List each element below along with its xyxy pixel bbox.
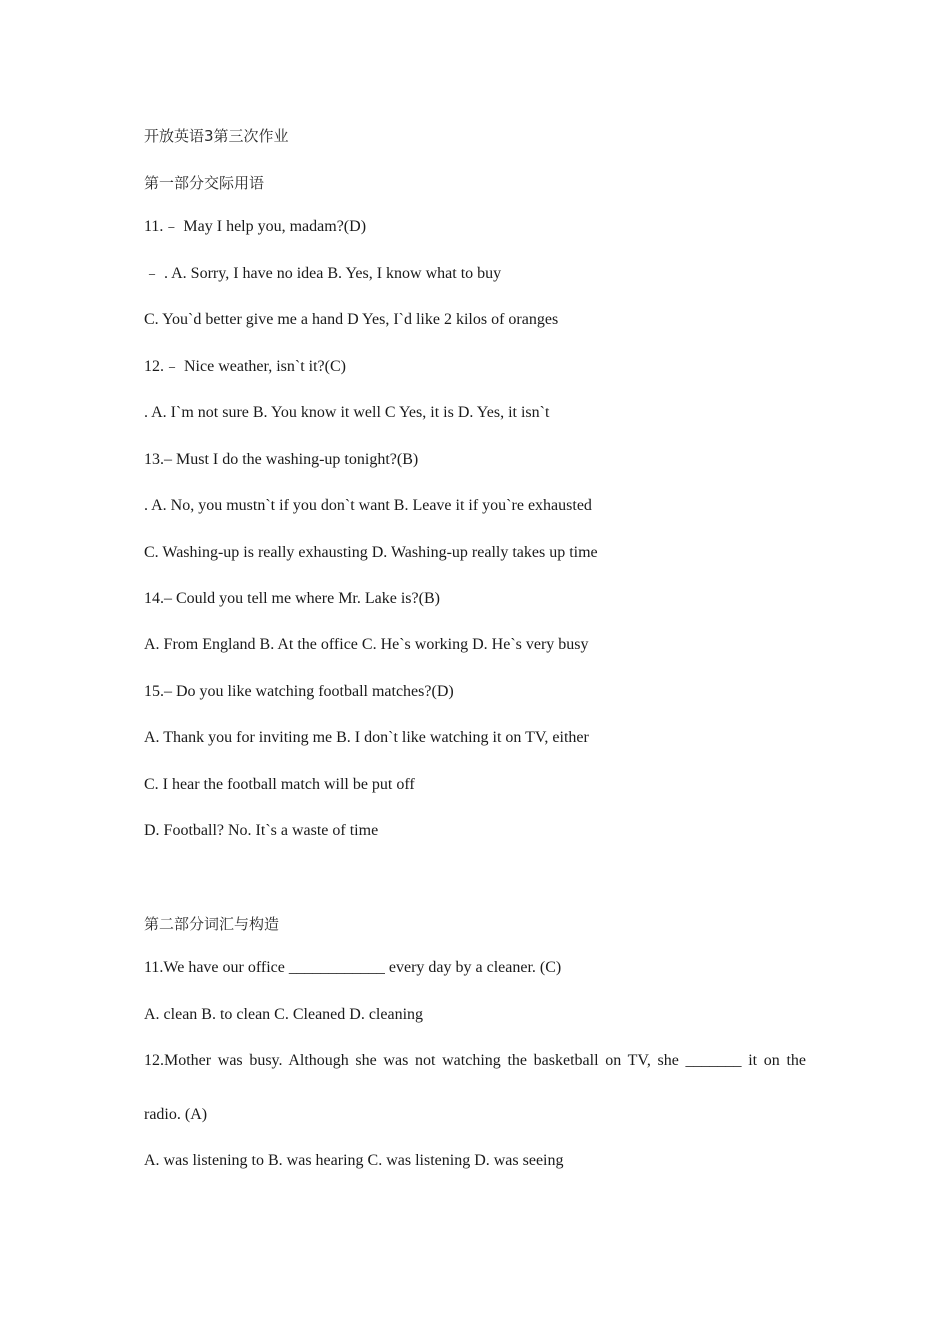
section-1-line: 14.– Could you tell me where Mr. Lake is?(B) [144,590,440,607]
section-1-line: 12.﹣ Nice weather, isn`t it?(C) [144,358,346,375]
section-2-line: 12.Mother was busy. Although she was not watching the basketball on TV, she _______ it on the [144,1052,806,1069]
section-1-line: 15.– Do you like watching football matches?(D) [144,683,454,700]
section-1-line: ﹣ . A. Sorry, I have no idea B. Yes, I know what to buy [144,265,502,282]
section-1-line: . A. No, you mustn`t if you don`t want B. Leave it if you`re exhausted [144,497,592,514]
section-2-line: 11.We have our office ____________ every day by a cleaner. (C) [144,959,562,976]
section-2-line: A. clean B. to clean C. Cleaned D. cleaning [144,1006,424,1023]
section-1-heading: 第一部分交际用语 [144,174,265,192]
section-1-line: A. From England B. At the office C. He`s working D. He`s very busy [144,636,589,653]
section-1-line: 13.– Must I do the washing-up tonight?(B) [144,451,419,468]
section-1-line: C. Washing-up is really exhausting D. Washing-up really takes up time [144,544,598,561]
section-1-line: D. Football? No. It`s a waste of time [144,822,379,839]
section-1-line: C. You`d better give me a hand D Yes, I`d like 2 kilos of oranges [144,311,559,328]
section-1-line: . A. I`m not sure B. You know it well C Yes, it is D. Yes, it isn`t [144,404,550,421]
section-1-line: C. I hear the football match will be put off [144,776,415,793]
document-title: 开放英语3第三次作业 [144,127,289,145]
section-1-line: A. Thank you for inviting me B. I don`t like watching it on TV, either [144,729,589,746]
section-2-line: A. was listening to B. was hearing C. was listening D. was seeing [144,1152,564,1169]
section-1-line: 11.﹣ May I help you, madam?(D) [144,218,367,235]
section-2-line: radio. (A) [144,1106,208,1123]
section-2-heading: 第二部分词汇与构造 [144,915,280,933]
